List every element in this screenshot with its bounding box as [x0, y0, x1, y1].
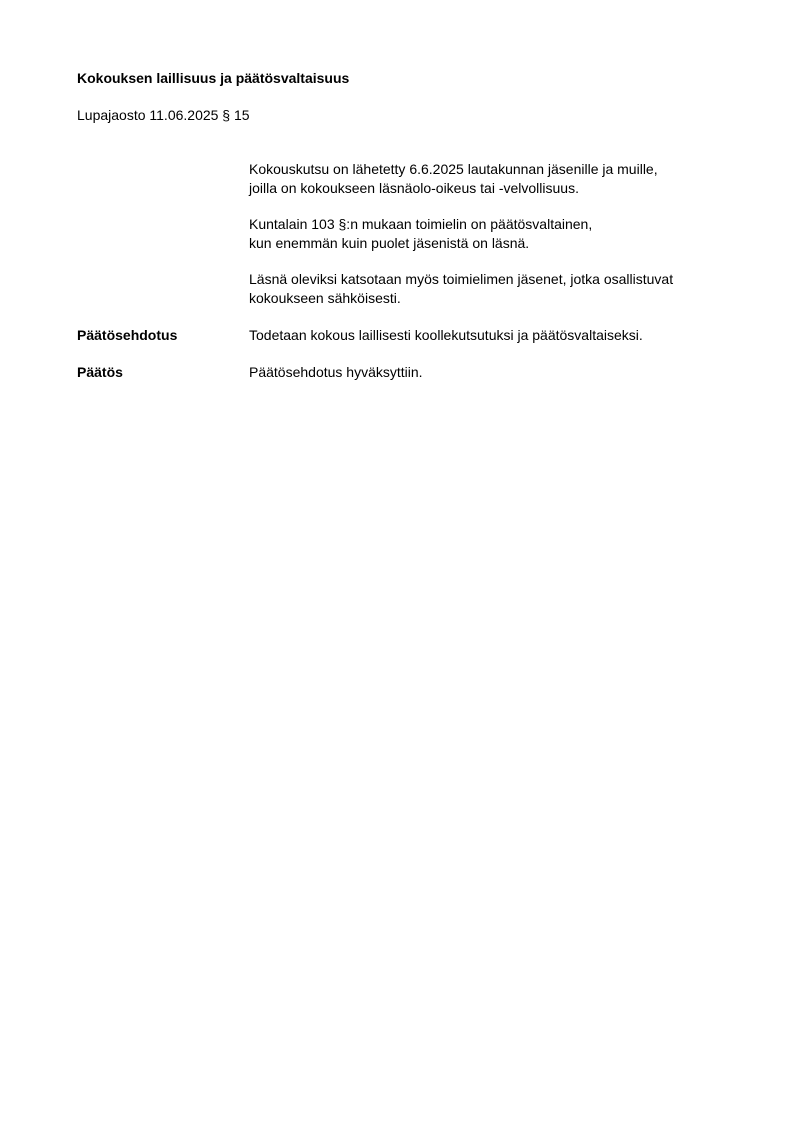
proposal-text: Todetaan kokous laillisesti koollekutsutuksi ja päätösvaltaiseksi.	[249, 327, 643, 343]
paragraph-line: Kuntalain 103 §:n mukaan toimielin on päätösvaltainen,	[249, 216, 593, 232]
paragraph-invitation	[249, 160, 749, 197]
paragraph-quorum-rule	[249, 215, 749, 252]
paragraph-line: kokoukseen sähköisesti.	[249, 289, 401, 306]
proposal-label: Päätösehdotus	[77, 327, 178, 343]
paragraph-line: Läsnä oleviksi katsotaan myös toimielimen jäsenet, jotka osallistuvat	[249, 271, 674, 287]
meeting-reference: Lupajaosto 11.06.2025 § 15	[77, 107, 250, 123]
decision-label: Päätös	[77, 364, 123, 380]
paragraph-line: kun enemmän kuin puolet jäsenistä on läsnä.	[249, 234, 530, 251]
paragraph-line: joilla on kokoukseen läsnäolo-oikeus tai -velvollisuus.	[249, 179, 579, 196]
document-title: Kokouksen laillisuus ja päätösvaltaisuus	[77, 70, 350, 86]
paragraph-remote-attendance	[249, 270, 749, 307]
paragraph-line: Kokouskutsu on lähetetty 6.6.2025 lautakunnan jäsenille ja muille,	[249, 161, 658, 177]
decision-text: Päätösehdotus hyväksyttiin.	[249, 364, 423, 380]
